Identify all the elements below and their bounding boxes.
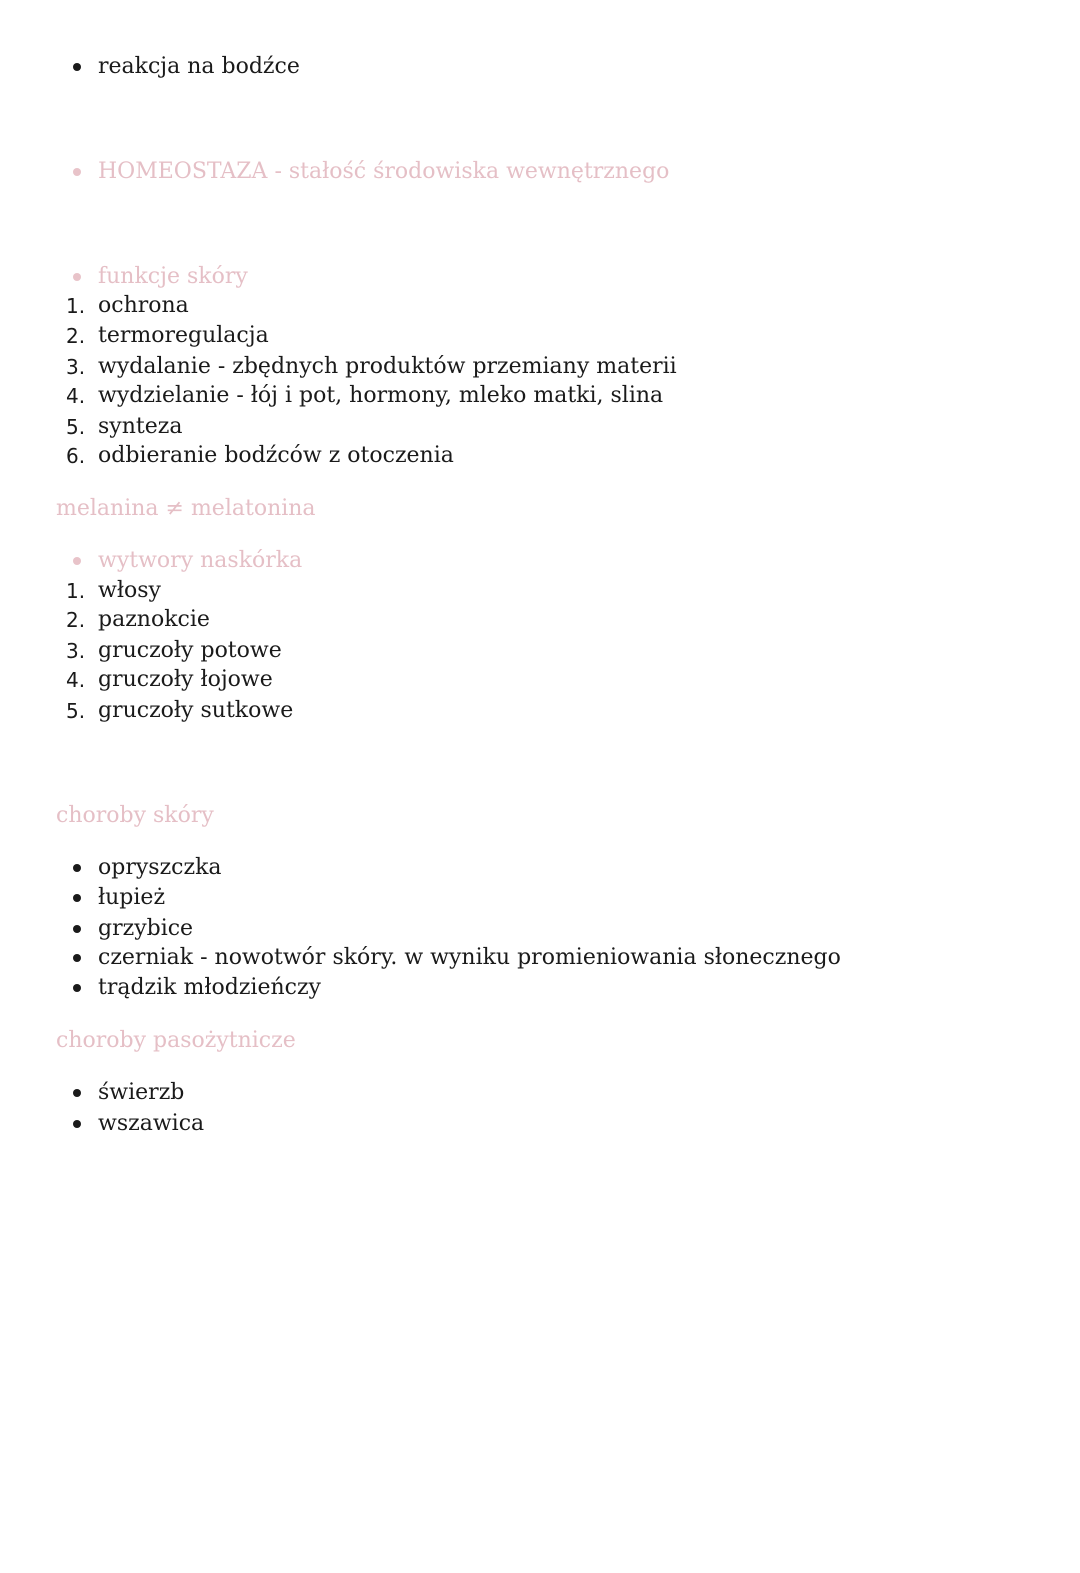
item-number: 1. xyxy=(66,294,86,318)
list-item-text: świerzb xyxy=(98,1080,185,1105)
list-item-text: opryszczka xyxy=(98,855,222,880)
item-text: ochrona xyxy=(98,293,189,318)
item-number: 3. xyxy=(66,355,86,379)
item-text: synteza xyxy=(98,414,183,439)
item-text: odbieranie bodźców z otoczenia xyxy=(98,443,454,468)
list-item-text: HOMEOSTAZA - stałość środowiska wewnętrznego xyxy=(98,159,670,184)
item-text: termoregulacja xyxy=(98,323,269,348)
list-item-text: reakcja na bodźce xyxy=(98,54,300,79)
item-number: 5. xyxy=(66,699,86,723)
list-item-text: wszawica xyxy=(98,1111,205,1136)
item-number: 1. xyxy=(66,579,86,603)
list-item-text: grzybice xyxy=(98,916,194,941)
item-number: 2. xyxy=(66,608,86,632)
item-text: wydalanie - zbędnych produktów przemiany materii xyxy=(98,354,677,379)
item-number: 3. xyxy=(66,639,86,663)
section-title-choroby-pasozytnicze: choroby pasożytnicze xyxy=(56,1028,296,1053)
section-title-text: wytwory naskórka xyxy=(98,548,303,573)
item-number: 4. xyxy=(66,668,86,692)
melanina-note: melanina ≠ melatonina xyxy=(56,496,316,521)
section-title-choroby-skory: choroby skóry xyxy=(56,803,214,828)
item-number: 5. xyxy=(66,415,86,439)
item-number: 2. xyxy=(66,324,86,348)
item-text: wydzielanie - łój i pot, hormony, mleko matki, slina xyxy=(98,383,664,408)
item-text: gruczoły sutkowe xyxy=(98,698,294,723)
list-item-text: czerniak - nowotwór skóry. w wyniku promieniowania słonecznego xyxy=(98,945,841,970)
item-text: gruczoły łojowe xyxy=(98,667,273,692)
item-text: gruczoły potowe xyxy=(98,638,282,663)
section-title-text: funkcje skóry xyxy=(98,264,248,289)
item-text: paznokcie xyxy=(98,607,210,632)
item-number: 4. xyxy=(66,384,86,408)
item-number: 6. xyxy=(66,444,86,468)
list-item-text: trądzik młodzieńczy xyxy=(98,975,321,1000)
item-text: włosy xyxy=(98,578,161,603)
list-item-text: łupież xyxy=(98,885,166,910)
